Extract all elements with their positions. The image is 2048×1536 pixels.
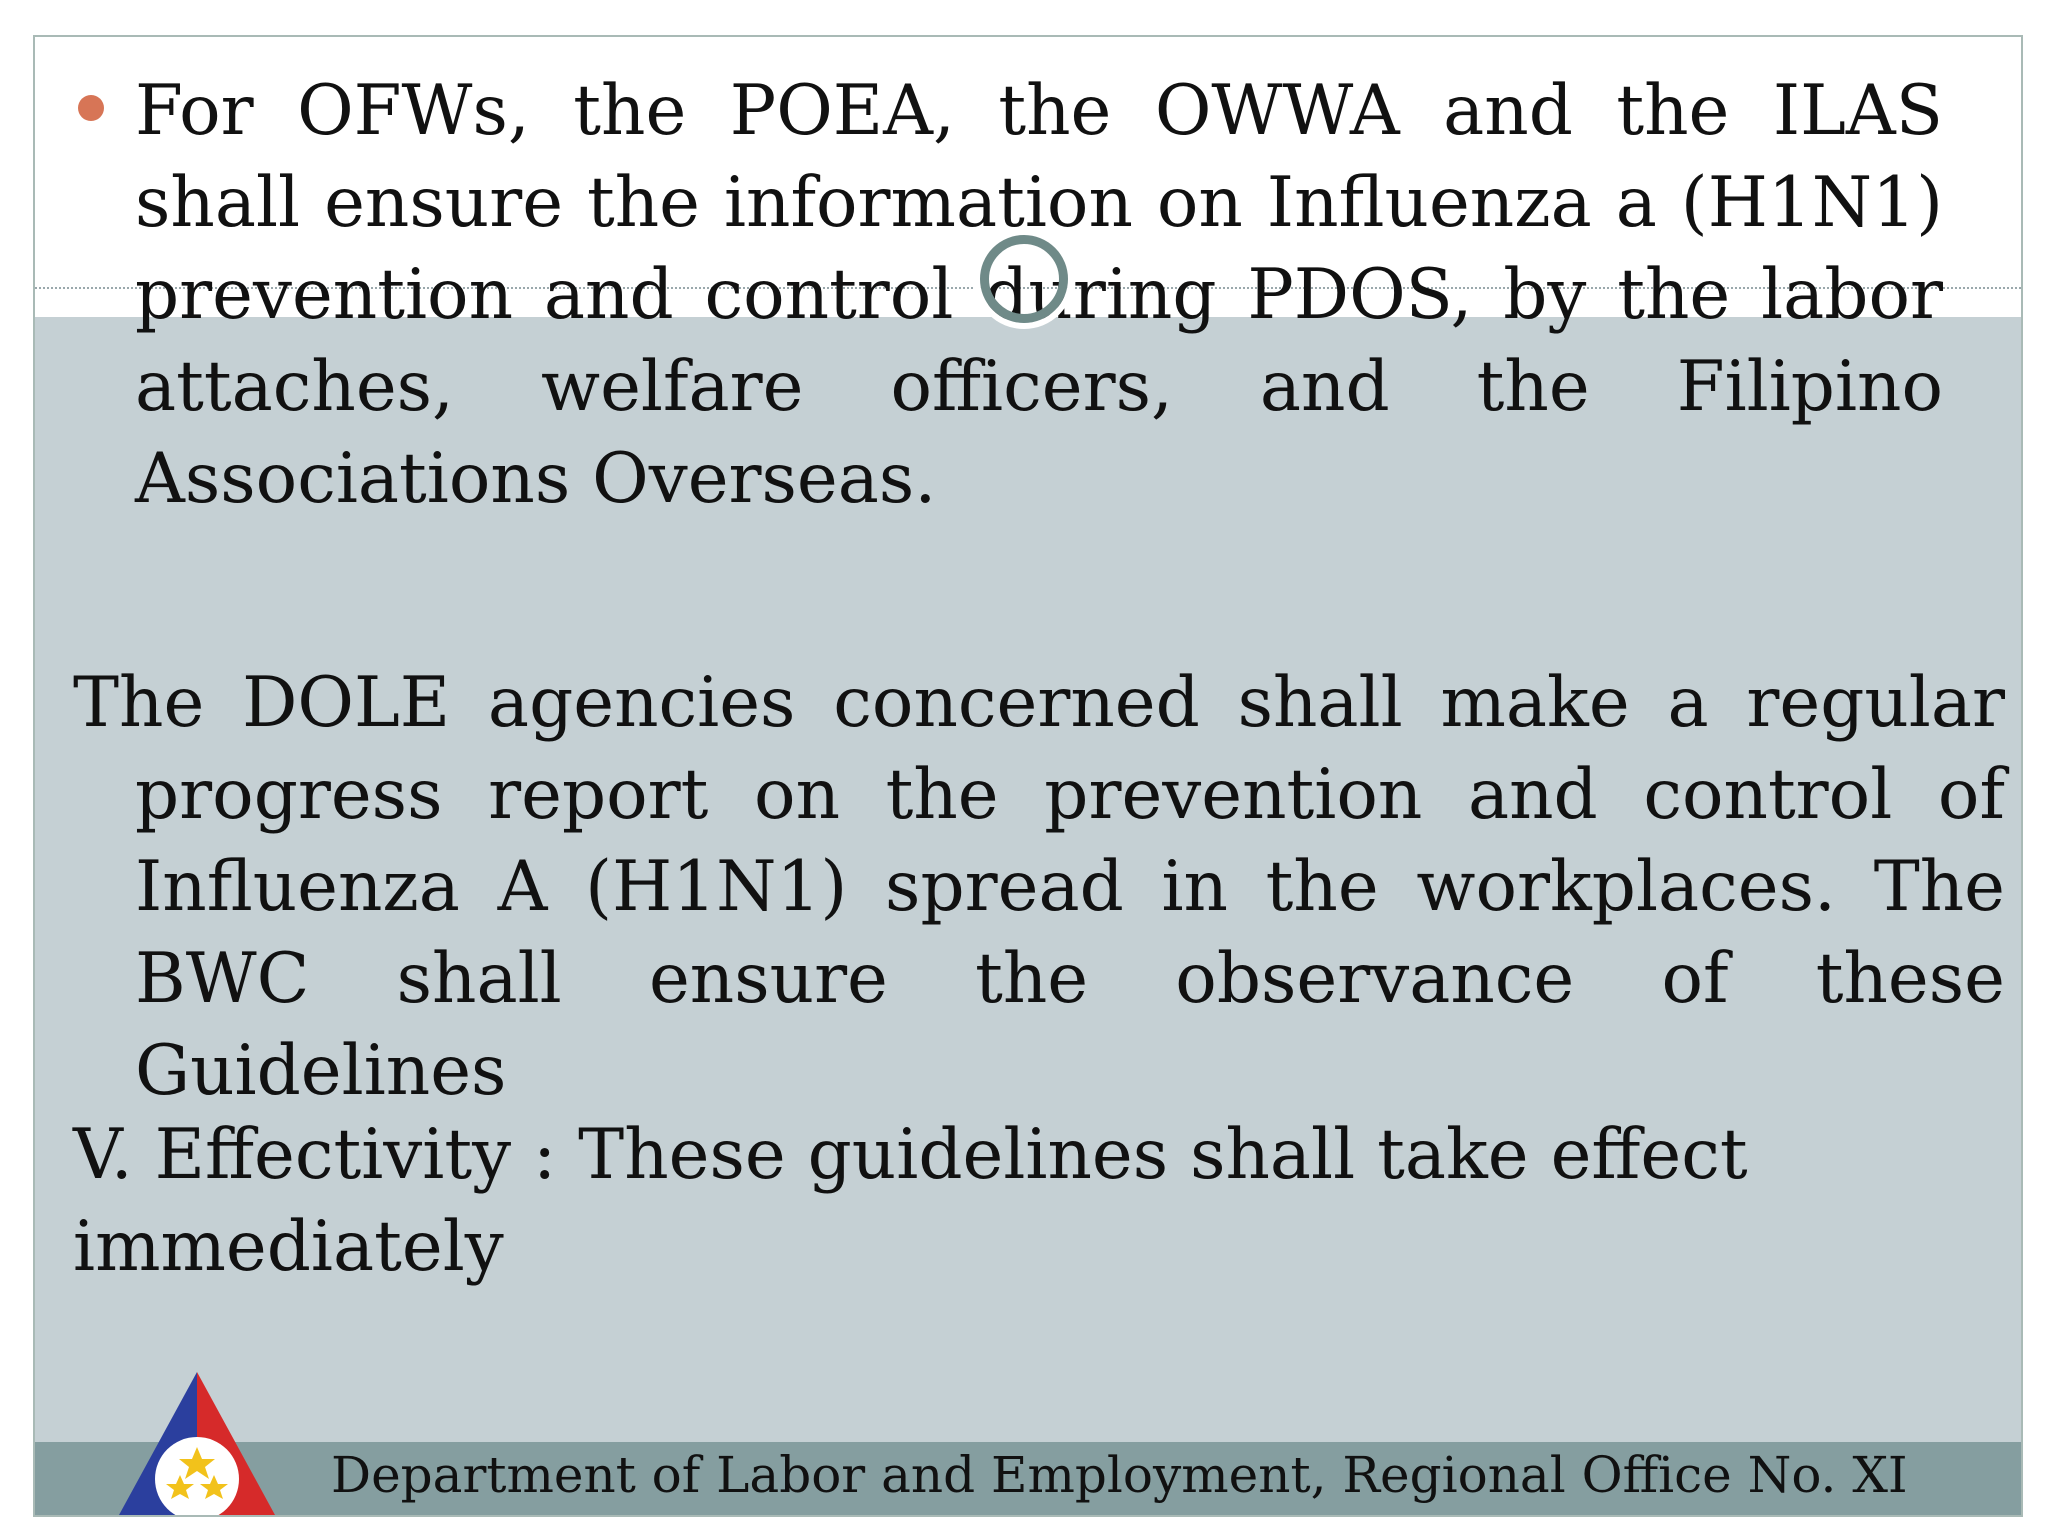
bullet-dot-icon	[78, 95, 104, 121]
ring-ornament-icon	[980, 235, 1068, 323]
effectivity-paragraph	[73, 1109, 1943, 1293]
effectivity-line-2: immediately	[73, 1207, 504, 1287]
bullet-paragraph: For OFWs, the POEA, the OWWA and the ILAS shall ensure the information on Influenza a (H1N1) prevention and control during PDOS, by the labor attaches, welfare officers, and the Filipino Associations Overseas.	[135, 71, 1943, 519]
slide	[33, 35, 2023, 1517]
effectivity-line-1: V. Effectivity : These guidelines shall take effect	[73, 1115, 1748, 1195]
progress-report-paragraph: The DOLE agencies concerned shall make a regular progress report on the prevention and control of Influenza A (H1N1) spread in the workplaces. The BWC shall ensure the observance of these Guidelines	[73, 663, 2005, 1111]
dole-logo-icon	[102, 1367, 292, 1517]
footer-text: Department of Labor and Employment, Regional Office No. XI	[331, 1446, 1908, 1504]
